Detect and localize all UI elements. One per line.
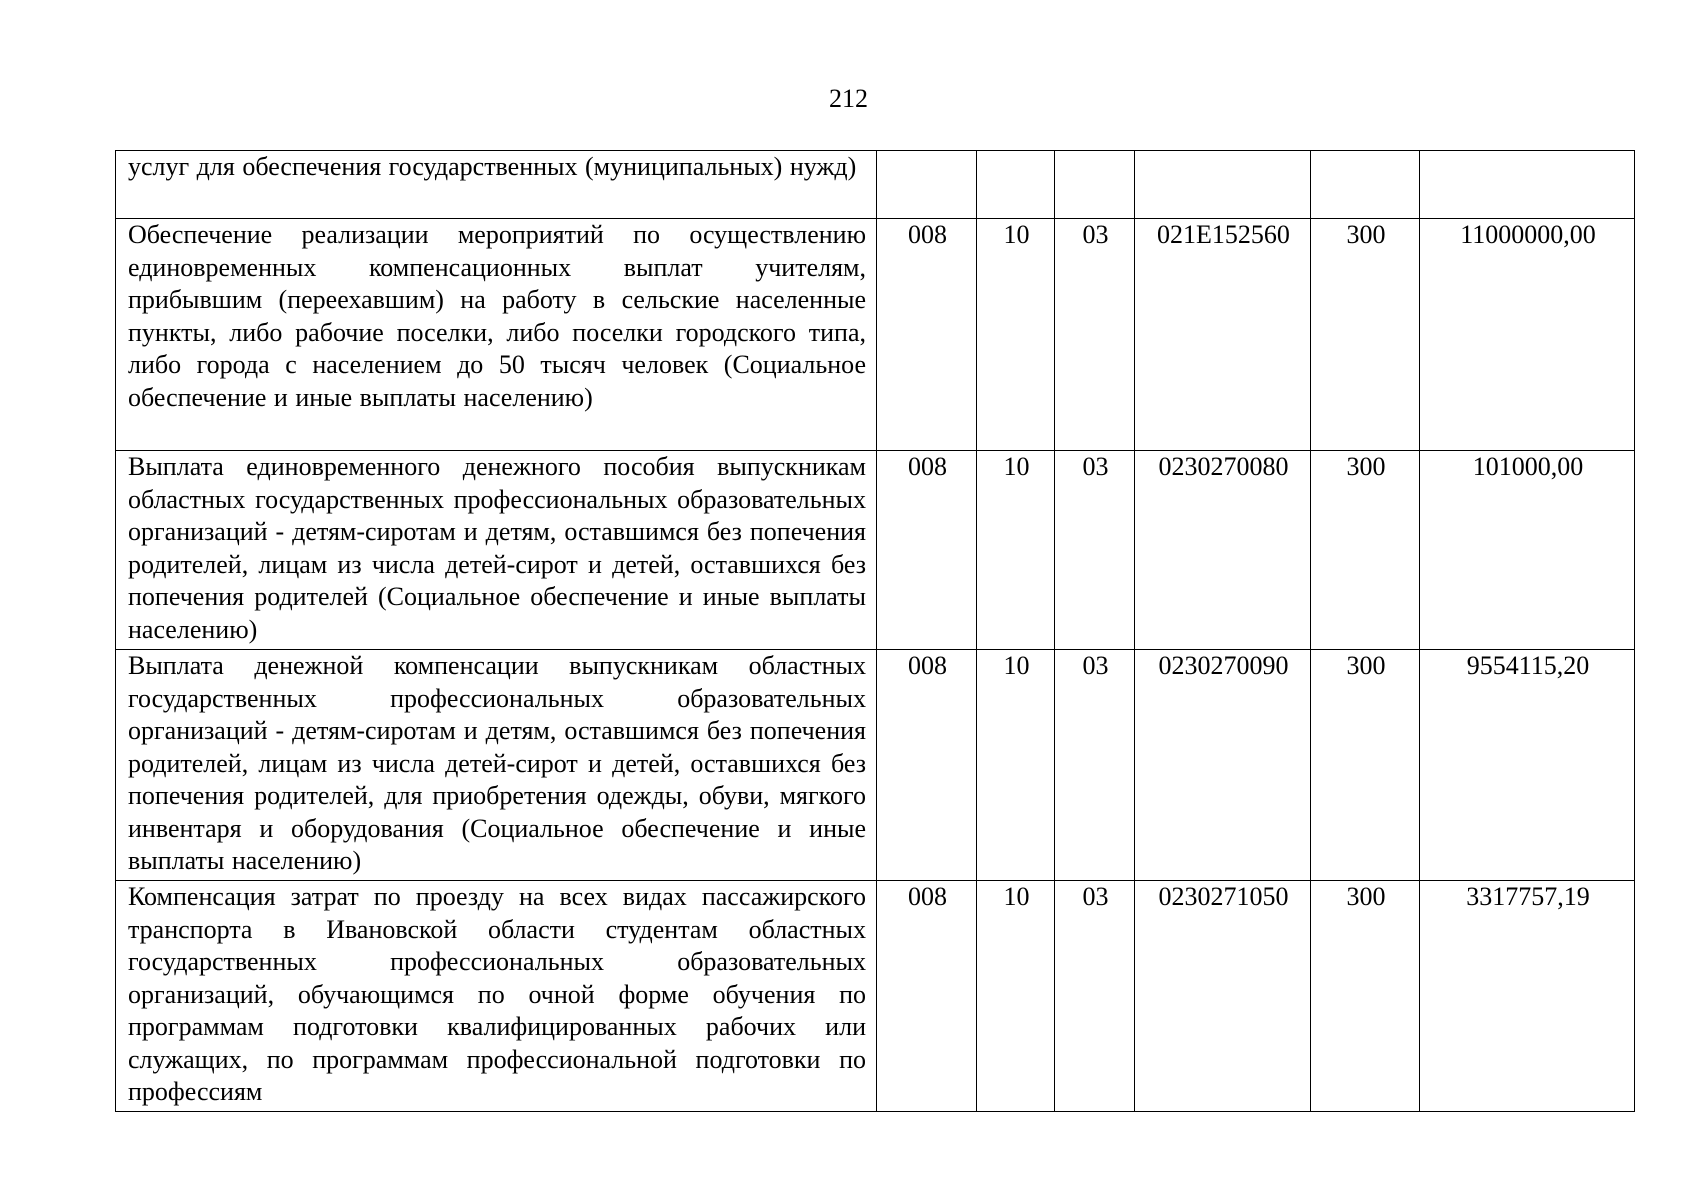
row-ministry-code: 008 bbox=[877, 881, 977, 1112]
row-expense-type: 300 bbox=[1311, 650, 1420, 881]
row-section-code: 10 bbox=[977, 451, 1055, 650]
row-amount: 101000,00 bbox=[1420, 451, 1635, 650]
row-amount: 11000000,00 bbox=[1420, 219, 1635, 451]
row-amount: 9554115,20 bbox=[1420, 650, 1635, 881]
row-ministry-code: 008 bbox=[877, 451, 977, 650]
table-row bbox=[116, 650, 1635, 881]
row-subsection-code: 03 bbox=[1055, 219, 1135, 451]
row-description: услуг для обеспечения государственных (муниципальных) нужд) bbox=[116, 151, 877, 219]
row-subsection-code: 03 bbox=[1055, 881, 1135, 1112]
row-expense-type: 300 bbox=[1311, 219, 1420, 451]
row-section-code bbox=[977, 151, 1055, 219]
budget-table bbox=[115, 150, 1635, 1112]
row-description: Выплата единовременного денежного пособия выпускникам областных государственных профессиональных образовательных организаций - детям-сиротам и детям, оставшимся без попечения родителей, лицам из числа детей-сирот и детей, оставшихся без попечения родителей (Социальное обеспечение и иные выплаты населению) bbox=[116, 451, 877, 650]
table-row bbox=[116, 451, 1635, 650]
row-expense-type bbox=[1311, 151, 1420, 219]
row-subsection-code: 03 bbox=[1055, 650, 1135, 881]
row-ministry-code bbox=[877, 151, 977, 219]
row-target-article: 0230271050 bbox=[1135, 881, 1311, 1112]
row-target-article: 0230270080 bbox=[1135, 451, 1311, 650]
row-amount: 3317757,19 bbox=[1420, 881, 1635, 1112]
row-description: Обеспечение реализации мероприятий по осуществлению единовременных компенсационных выплат учителям, прибывшим (переехавшим) на работу в сельские населенные пункты, либо рабочие поселки, либо поселки городского типа, либо города с населением до 50 тысяч человек (Социальное обеспечение и иные выплаты населению) bbox=[116, 219, 877, 451]
row-target-article bbox=[1135, 151, 1311, 219]
row-section-code: 10 bbox=[977, 650, 1055, 881]
row-ministry-code: 008 bbox=[877, 219, 977, 451]
page-number: 212 bbox=[829, 84, 868, 113]
row-description: Выплата денежной компенсации выпускникам областных государственных профессиональных образовательных организаций - детям-сиротам и детям, оставшимся без попечения родителей, лицам из числа детей-сирот и детей, оставшихся без попечения родителей, для приобретения одежды, обуви, мягкого инвентаря и оборудования (Социальное обеспечение и иные выплаты населению) bbox=[116, 650, 877, 881]
row-section-code: 10 bbox=[977, 219, 1055, 451]
row-expense-type: 300 bbox=[1311, 451, 1420, 650]
table-row bbox=[116, 881, 1635, 1112]
row-ministry-code: 008 bbox=[877, 650, 977, 881]
row-target-article: 021E152560 bbox=[1135, 219, 1311, 451]
row-amount bbox=[1420, 151, 1635, 219]
row-section-code: 10 bbox=[977, 881, 1055, 1112]
table-row bbox=[116, 219, 1635, 451]
row-description: Компенсация затрат по проезду на всех видах пассажирского транспорта в Ивановской области студентам областных государственных профессиональных образовательных организаций, обучающимся по очной форме обучения по программам подготовки квалифицированных рабочих или служащих, по программам профессиональной подготовки по профессиям bbox=[116, 881, 877, 1112]
row-subsection-code: 03 bbox=[1055, 451, 1135, 650]
table-row bbox=[116, 151, 1635, 219]
row-subsection-code bbox=[1055, 151, 1135, 219]
row-expense-type: 300 bbox=[1311, 881, 1420, 1112]
row-target-article: 0230270090 bbox=[1135, 650, 1311, 881]
